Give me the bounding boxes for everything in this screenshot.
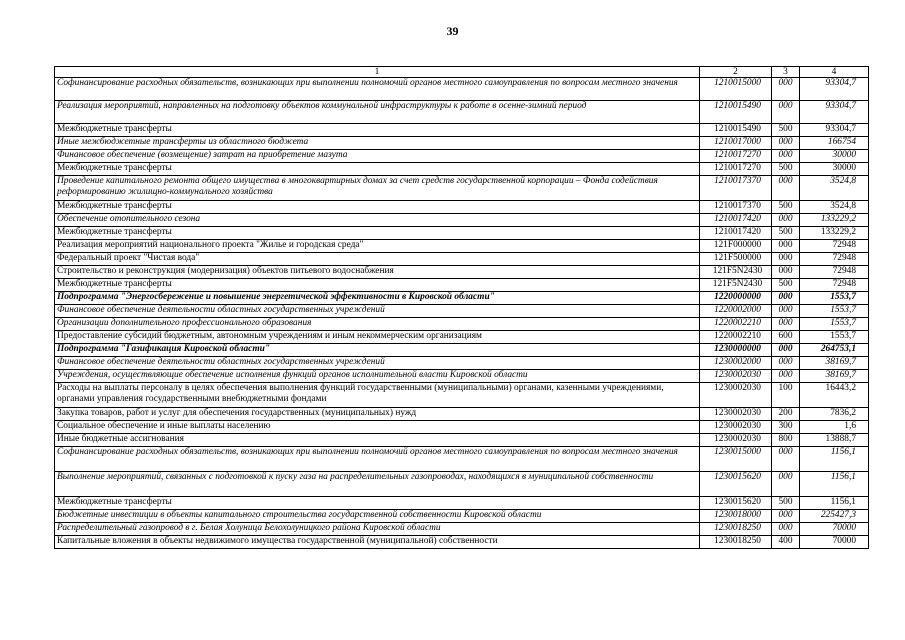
row-code: 1230000000 bbox=[700, 344, 772, 357]
page-number: 39 bbox=[446, 24, 459, 38]
row-amount: 72948 bbox=[800, 279, 869, 292]
row-name: Софинансирование расходных обязательств, возникающих при выполнении полномочий органов местного самоуправления по вопросам местного значения bbox=[55, 78, 700, 101]
row-amount: 93304,7 bbox=[800, 101, 869, 124]
row-name: Реализация мероприятий национального проекта "Жилье и городская среда" bbox=[55, 240, 700, 253]
row-code: 1230015620 bbox=[700, 472, 772, 497]
row-code: 1220000000 bbox=[700, 292, 772, 305]
row-expense-type: 000 bbox=[772, 370, 800, 383]
table-row bbox=[55, 370, 869, 383]
row-amount: 93304,7 bbox=[800, 124, 869, 137]
row-amount: 1156,1 bbox=[800, 497, 869, 510]
row-name: Закупка товаров, работ и услуг для обеспечения государственных (муниципальных) нужд bbox=[55, 408, 700, 421]
row-name: Иные межбюджетные трансферты из областного бюджета bbox=[55, 137, 700, 150]
header-row bbox=[55, 67, 869, 78]
row-amount: 72948 bbox=[800, 266, 869, 279]
row-name: Софинансирование расходных обязательств, возникающих при выполнении полномочий органов местного самоуправления по вопросам местного значения bbox=[55, 447, 700, 472]
row-expense-type: 000 bbox=[772, 78, 800, 101]
row-amount: 30000 bbox=[800, 163, 869, 176]
budget-table bbox=[54, 66, 869, 549]
row-name: Строительство и реконструкция (модернизация) объектов питьевого водоснабжения bbox=[55, 266, 700, 279]
row-amount: 1156,1 bbox=[800, 472, 869, 497]
row-code: 1210017370 bbox=[700, 201, 772, 214]
row-amount: 1553,7 bbox=[800, 331, 869, 344]
row-code: 1230015000 bbox=[700, 447, 772, 472]
row-code: 1210017420 bbox=[700, 214, 772, 227]
table-row bbox=[55, 137, 869, 150]
row-amount: 1553,7 bbox=[800, 318, 869, 331]
table-row bbox=[55, 344, 869, 357]
row-code: 121F5N2430 bbox=[700, 266, 772, 279]
row-expense-type: 000 bbox=[772, 150, 800, 163]
table-row bbox=[55, 421, 869, 434]
row-code: 1230002000 bbox=[700, 357, 772, 370]
table-row bbox=[55, 292, 869, 305]
row-name: Межбюджетные трансферты bbox=[55, 279, 700, 292]
row-amount: 3524,8 bbox=[800, 201, 869, 214]
row-expense-type: 000 bbox=[772, 253, 800, 266]
row-amount: 3524,8 bbox=[800, 176, 869, 201]
row-amount: 7836,2 bbox=[800, 408, 869, 421]
row-amount: 1156,1 bbox=[800, 447, 869, 472]
row-amount: 166754 bbox=[800, 137, 869, 150]
table-row bbox=[55, 214, 869, 227]
row-name: Межбюджетные трансферты bbox=[55, 124, 700, 137]
row-amount: 16443,2 bbox=[800, 383, 869, 408]
row-expense-type: 000 bbox=[772, 214, 800, 227]
row-name: Предоставление субсидий бюджетным, автономным учреждениям и иным некоммерческим организациям bbox=[55, 331, 700, 344]
row-expense-type: 000 bbox=[772, 240, 800, 253]
row-amount: 133229,2 bbox=[800, 214, 869, 227]
row-code: 1230015620 bbox=[700, 497, 772, 510]
row-code: 1230018250 bbox=[700, 523, 772, 536]
row-expense-type: 200 bbox=[772, 408, 800, 421]
row-code: 1220002210 bbox=[700, 318, 772, 331]
row-code: 1210015000 bbox=[700, 78, 772, 101]
table-row bbox=[55, 101, 869, 124]
row-name: Иные бюджетные ассигнования bbox=[55, 434, 700, 447]
table-row bbox=[55, 305, 869, 318]
row-expense-type: 000 bbox=[772, 447, 800, 472]
table-row bbox=[55, 318, 869, 331]
row-expense-type: 000 bbox=[772, 318, 800, 331]
row-expense-type: 000 bbox=[772, 137, 800, 150]
row-amount: 133229,2 bbox=[800, 227, 869, 240]
table-body bbox=[55, 78, 869, 549]
table-row bbox=[55, 510, 869, 523]
row-expense-type: 600 bbox=[772, 331, 800, 344]
header-col-3: 3 bbox=[772, 67, 800, 78]
row-expense-type: 500 bbox=[772, 201, 800, 214]
row-code: 1220002000 bbox=[700, 305, 772, 318]
row-code: 1210015490 bbox=[700, 101, 772, 124]
row-name: Выполнение мероприятий, связанных с подготовкой к пуску газа на распределительных газопроводах, находящихся в муниципальной собственности bbox=[55, 472, 700, 497]
table-row bbox=[55, 176, 869, 201]
row-expense-type: 300 bbox=[772, 421, 800, 434]
table-row bbox=[55, 383, 869, 408]
row-name: Расходы на выплаты персоналу в целях обеспечения выполнения функций государственными (муниципальными) органами, казенными учреждениями, органами управления государственными внебюджетными фондами bbox=[55, 383, 700, 408]
row-name: Реализация мероприятий, направленных на подготовку объектов коммунальной инфраструктуры к работе в осенне-зимний период bbox=[55, 101, 700, 124]
row-code: 121F000000 bbox=[700, 240, 772, 253]
row-code: 1220002210 bbox=[700, 331, 772, 344]
row-name: Организации дополнительного профессионального образования bbox=[55, 318, 700, 331]
row-expense-type: 500 bbox=[772, 227, 800, 240]
row-code: 1210017000 bbox=[700, 137, 772, 150]
table-row bbox=[55, 331, 869, 344]
row-expense-type: 500 bbox=[772, 124, 800, 137]
row-name: Финансовое обеспечение (возмещение) затрат на приобретение мазута bbox=[55, 150, 700, 163]
header-col-1: 1 bbox=[55, 67, 700, 78]
row-amount: 38169,7 bbox=[800, 357, 869, 370]
row-name: Обеспечение отопительного сезона bbox=[55, 214, 700, 227]
row-name: Социальное обеспечение и иные выплаты населению bbox=[55, 421, 700, 434]
row-amount: 70000 bbox=[800, 523, 869, 536]
row-name: Проведение капитального ремонта общего имущества в многоквартирных домах за счет средств государственной корпорации – Фонда содействия реформированию жилищно-коммунального хозяйства bbox=[55, 176, 700, 201]
table-row bbox=[55, 227, 869, 240]
row-code: 1230002030 bbox=[700, 408, 772, 421]
row-name: Подпрограмма "Энергосбережение и повышение энергетической эффективности в Кировской области" bbox=[55, 292, 700, 305]
table-row bbox=[55, 447, 869, 472]
row-expense-type: 000 bbox=[772, 344, 800, 357]
row-name: Межбюджетные трансферты bbox=[55, 201, 700, 214]
row-amount: 72948 bbox=[800, 240, 869, 253]
row-code: 1210017270 bbox=[700, 150, 772, 163]
row-expense-type: 400 bbox=[772, 536, 800, 549]
row-amount: 1553,7 bbox=[800, 305, 869, 318]
table-row bbox=[55, 536, 869, 549]
row-name: Бюджетные инвестиции в объекты капитального строительства государственной собственности Кировской области bbox=[55, 510, 700, 523]
row-amount: 38169,7 bbox=[800, 370, 869, 383]
row-expense-type: 000 bbox=[772, 266, 800, 279]
table-row bbox=[55, 150, 869, 163]
row-expense-type: 500 bbox=[772, 279, 800, 292]
table-row bbox=[55, 124, 869, 137]
row-name: Финансовое обеспечение деятельности областных государственных учреждений bbox=[55, 305, 700, 318]
row-name: Учреждения, осуществляющие обеспечение исполнения функций органов исполнительной власти Кировской области bbox=[55, 370, 700, 383]
table-row bbox=[55, 266, 869, 279]
row-name: Межбюджетные трансферты bbox=[55, 227, 700, 240]
row-code: 1230002030 bbox=[700, 434, 772, 447]
row-expense-type: 500 bbox=[772, 497, 800, 510]
row-expense-type: 000 bbox=[772, 523, 800, 536]
row-expense-type: 100 bbox=[772, 383, 800, 408]
row-code: 1210017270 bbox=[700, 163, 772, 176]
row-name: Подпрограмма "Газификация Кировской области" bbox=[55, 344, 700, 357]
table-row bbox=[55, 472, 869, 497]
row-code: 1210017420 bbox=[700, 227, 772, 240]
row-code: 1230002030 bbox=[700, 370, 772, 383]
row-expense-type: 000 bbox=[772, 472, 800, 497]
row-amount: 72948 bbox=[800, 253, 869, 266]
row-expense-type: 000 bbox=[772, 305, 800, 318]
header-col-2: 2 bbox=[700, 67, 772, 78]
row-code: 1230002030 bbox=[700, 383, 772, 408]
row-expense-type: 000 bbox=[772, 101, 800, 124]
row-name: Межбюджетные трансферты bbox=[55, 497, 700, 510]
table-row bbox=[55, 279, 869, 292]
row-expense-type: 800 bbox=[772, 434, 800, 447]
table-row bbox=[55, 253, 869, 266]
row-expense-type: 000 bbox=[772, 510, 800, 523]
table-row bbox=[55, 408, 869, 421]
row-amount: 70000 bbox=[800, 536, 869, 549]
row-name: Капитальные вложения в объекты недвижимого имущества государственной (муниципальной) собственности bbox=[55, 536, 700, 549]
row-amount: 264753,1 bbox=[800, 344, 869, 357]
row-name: Распределительный газопровод в г. Белая Холуница Белохолуницкого района Кировской области bbox=[55, 523, 700, 536]
table-row bbox=[55, 163, 869, 176]
row-amount: 93304,7 bbox=[800, 78, 869, 101]
row-code: 121F500000 bbox=[700, 253, 772, 266]
table-row bbox=[55, 201, 869, 214]
table-row bbox=[55, 357, 869, 370]
row-name: Межбюджетные трансферты bbox=[55, 163, 700, 176]
row-code: 1230018250 bbox=[700, 536, 772, 549]
row-amount: 1553,7 bbox=[800, 292, 869, 305]
row-code: 1210015490 bbox=[700, 124, 772, 137]
row-amount: 1,6 bbox=[800, 421, 869, 434]
row-code: 1230002030 bbox=[700, 421, 772, 434]
row-expense-type: 000 bbox=[772, 357, 800, 370]
row-name: Федеральный проект "Чистая вода" bbox=[55, 253, 700, 266]
row-expense-type: 500 bbox=[772, 163, 800, 176]
table-row bbox=[55, 240, 869, 253]
table-row bbox=[55, 497, 869, 510]
row-amount: 225427,3 bbox=[800, 510, 869, 523]
row-name: Финансовое обеспечение деятельности областных государственных учреждений bbox=[55, 357, 700, 370]
row-expense-type: 000 bbox=[772, 292, 800, 305]
row-expense-type: 000 bbox=[772, 176, 800, 201]
row-code: 121F5N2430 bbox=[700, 279, 772, 292]
table-row bbox=[55, 78, 869, 101]
row-code: 1210017370 bbox=[700, 176, 772, 201]
table-row bbox=[55, 434, 869, 447]
row-code: 1230018000 bbox=[700, 510, 772, 523]
table-row bbox=[55, 523, 869, 536]
header-col-4: 4 bbox=[800, 67, 869, 78]
row-amount: 13888,7 bbox=[800, 434, 869, 447]
row-amount: 30000 bbox=[800, 150, 869, 163]
